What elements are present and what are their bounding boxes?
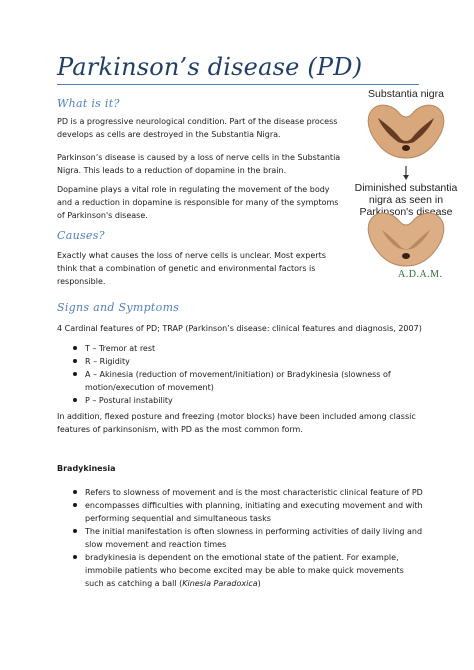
heading-causes: Causes?: [57, 229, 105, 242]
bradykinesia-list: [57, 486, 423, 590]
list-item: The initial manifestation is often slowness in performing activities of daily living and slow movement and reaction times: [57, 525, 423, 551]
diminished-midbrain-image: [364, 210, 448, 270]
list-item: Refers to slowness of movement and is the most characteristic clinical feature of PD: [57, 486, 423, 499]
causes-para: Exactly what causes the loss of nerve cells is unclear. Most experts think that a combination of genetic and environmental factors is responsible.: [57, 251, 326, 286]
list-item: R – Rigidity: [57, 355, 423, 368]
what-is-it-para-3: Dopamine plays a vital role in regulating the movement of the body and a reduction in dopamine is responsible for many of the symptoms of Parkinson's disease.: [57, 185, 339, 220]
bullet-icon: [73, 555, 77, 559]
trap-list: [57, 342, 423, 407]
figure-label-bottom: Diminished substantia nigra as seen in Parkinson's disease: [354, 182, 458, 218]
bullet-icon: [73, 490, 77, 494]
list-item: encompasses difficulties with planning, initiating and executing movement and with performing sequential and simultaneous tasks: [57, 499, 423, 525]
figure-label-top: Substantia nigra: [368, 88, 444, 100]
list-item: P – Postural instability: [57, 394, 423, 407]
substantia-nigra-figure: [346, 84, 466, 284]
list-item: bradykinesia is dependent on the emotional state of the patient. For example, immobile patients who become excited may be able to make quick movements such as catching a ball (Kinesia Paradoxica): [57, 551, 423, 590]
bullet-icon: [73, 372, 77, 376]
adam-logo: A.D.A.M.: [398, 269, 443, 280]
what-is-it-para-1: PD is a progressive neurological condition. Part of the disease process develops as cells are destroyed in the Substantia Nigra.: [57, 117, 338, 139]
healthy-midbrain-image: [364, 102, 448, 162]
heading-what-is-it: What is it?: [57, 97, 120, 110]
signs-addition: In addition, flexed posture and freezing (motor blocks) have been included among classic features of parkinsonism, with PD as the most common form.: [57, 412, 416, 434]
kinesia-paradoxica-term: Kinesia Paradoxica: [182, 579, 258, 588]
bullet-icon: [73, 503, 77, 507]
bullet-icon: [73, 346, 77, 350]
list-item: T – Tremor at rest: [57, 342, 423, 355]
heading-bradykinesia: Bradykinesia: [57, 464, 116, 473]
page-title: Parkinson’s disease (PD): [57, 53, 363, 81]
bullet-icon: [73, 359, 77, 363]
heading-signs-symptoms: Signs and Symptoms: [57, 301, 180, 314]
list-item: A – Akinesia (reduction of movement/initiation) or Bradykinesia (slowness of motion/execution of movement): [57, 368, 423, 394]
arrow-down-icon: [403, 166, 409, 180]
signs-intro: 4 Cardinal features of PD; TRAP (Parkinson’s disease: clinical features and diagnosis, 2007): [57, 324, 422, 333]
bullet-icon: [73, 398, 77, 402]
what-is-it-para-2: Parkinson’s disease is caused by a loss of nerve cells in the Substantia Nigra. This leads to a reduction of dopamine in the brain.: [57, 153, 341, 175]
bullet-icon: [73, 529, 77, 533]
